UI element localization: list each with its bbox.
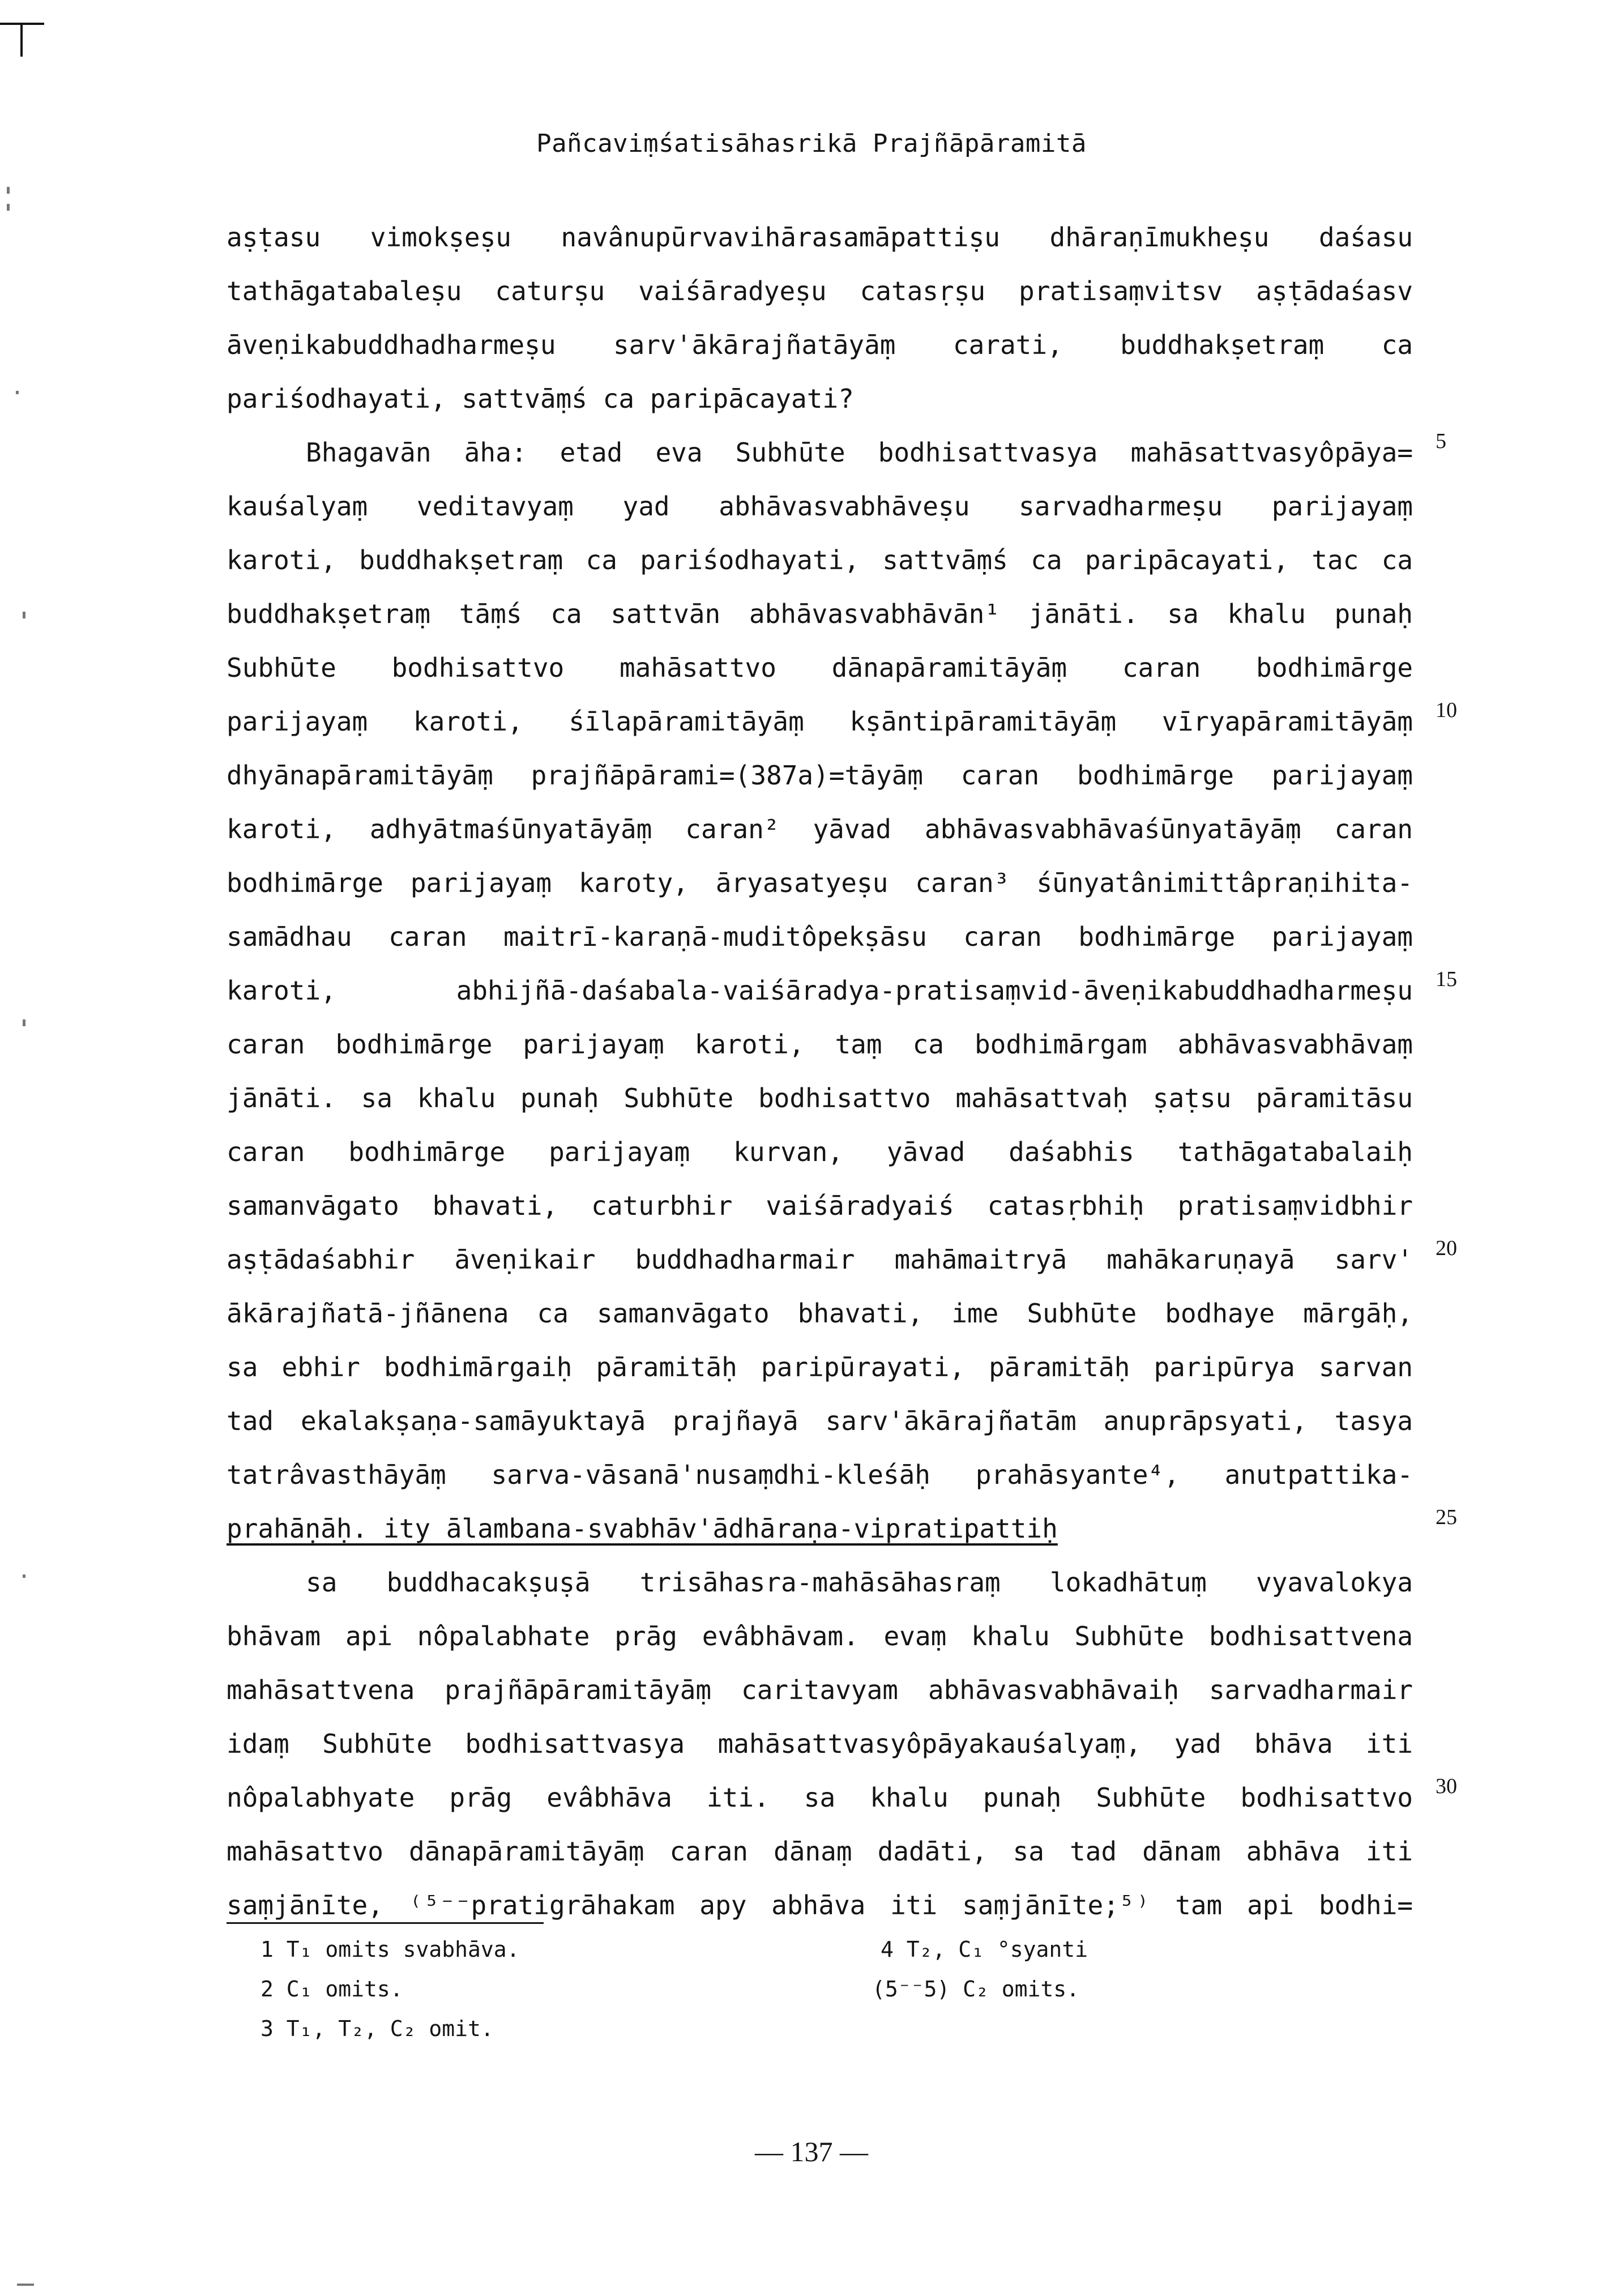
- text-line: mahāsattvena prajñāpāramitāyāṃ caritavyam abhāvasvabhāvaiḥ sarvadharmair: [227, 1675, 1413, 1705]
- margin-speck: [7, 187, 10, 194]
- text-line: karoti, buddhakṣetraṃ ca pariśodhayati, sattvāṃś ca paripācayati, tac ca: [227, 545, 1413, 575]
- line-number-10: 10: [1436, 698, 1457, 722]
- margin-speck: [23, 1019, 25, 1026]
- text-line: idaṃ Subhūte bodhisattvasya mahāsattvasyôpāyakauśalyaṃ, yad bhāva iti: [227, 1729, 1413, 1759]
- footnote-5: (5⁻⁻5) C₂ omits.: [872, 1977, 1080, 2001]
- crop-mark-vertical: [20, 23, 23, 57]
- text-line: āveṇikabuddhadharmeṣu sarv'ākārajñatāyāṃ carati, buddhakṣetraṃ ca: [227, 330, 1413, 360]
- text-line: saṃjānīte, ⁽⁵⁻⁻pratigrāhakam apy abhāva iti saṃjānīte;⁵⁾ tam api bodhi=: [227, 1890, 1413, 1921]
- text-line: caran bodhimārge parijayaṃ karoti, taṃ ca bodhimārgam abhāvasvabhāvaṃ: [227, 1029, 1413, 1060]
- text-line: jānāti. sa khalu punaḥ Subhūte bodhisattvo mahāsattvaḥ ṣaṭsu pāramitāsu: [227, 1083, 1413, 1113]
- text-line: tad ekalakṣaṇa-samāyuktayā prajñayā sarv'ākārajñatām anuprāpsyati, tasya: [227, 1406, 1413, 1436]
- text-line: Bhagavān āha: etad eva Subhūte bodhisattvasya mahāsattvasyôpāya=: [306, 437, 1413, 468]
- text-line: pariśodhayati, sattvāṃś ca paripācayati?: [227, 383, 854, 414]
- margin-speck: [17, 2284, 34, 2286]
- line-number-20: 20: [1436, 1236, 1457, 1260]
- text-line-section-end: [227, 1502, 1413, 1556]
- text-line: tatrâvasthāyāṃ sarva-vāsanā'nusaṃdhi-kleśāḥ prahāsyante⁴, anutpattika-: [227, 1459, 1413, 1490]
- text-line: karoti, adhyātmaśūnyatāyāṃ caran² yāvad abhāvasvabhāvaśūnyatāyāṃ caran: [227, 814, 1413, 844]
- text-line: parijayaṃ karoti, śīlapāramitāyāṃ kṣāntipāramitāyāṃ vīryapāramitāyāṃ: [227, 706, 1413, 737]
- text-line: aṣṭādaśabhir āveṇikair buddhadharmair mahāmaitryā mahākaruṇayā sarv': [227, 1244, 1413, 1275]
- margin-speck: [23, 612, 25, 618]
- line-number-25: 25: [1436, 1505, 1457, 1529]
- text-line: nôpalabhyate prāg evâbhāva iti. sa khalu punaḥ Subhūte bodhisattvo: [227, 1782, 1413, 1813]
- page-number: — 137 —: [755, 2136, 868, 2167]
- footnote-rule: [227, 1922, 544, 1924]
- line-number-15: 15: [1436, 967, 1457, 991]
- text-line: ākārajñatā-jñānena ca samanvāgato bhavati, ime Subhūte bodhaye mārgāḥ,: [227, 1298, 1413, 1329]
- text-line: mahāsattvo dānapāramitāyāṃ caran dānaṃ dadāti, sa tad dānam abhāva iti: [227, 1836, 1413, 1867]
- text-line: caran bodhimārge parijayaṃ kurvan, yāvad daśabhis tathāgatabalaiḥ: [227, 1137, 1413, 1167]
- text-line: bodhimārge parijayaṃ karoty, āryasatyeṣu caran³ śūnyatânimittâpraṇihita-: [227, 868, 1413, 898]
- text-line: karoti, abhijñā-daśabala-vaiśāradya-pratisaṃvid-āveṇikabuddhadharmeṣu: [227, 975, 1413, 1006]
- text-line: tathāgatabaleṣu caturṣu vaiśāradyeṣu catasṛṣu pratisaṃvitsv aṣṭādaśasv: [227, 276, 1413, 306]
- text-line: buddhakṣetraṃ tāṃś ca sattvān abhāvasvabhāvān¹ jānāti. sa khalu punaḥ: [227, 599, 1413, 629]
- line-number-5: 5: [1436, 429, 1446, 453]
- running-header: Pañcaviṃśatisāhasrikā Prajñāpāramitā: [536, 129, 1087, 158]
- text-line: kauśalyaṃ veditavyaṃ yad abhāvasvabhāveṣu sarvadharmeṣu parijayaṃ: [227, 491, 1413, 522]
- line-number-30: 30: [1436, 1774, 1457, 1798]
- body-text: [227, 211, 1413, 1932]
- text-line: sa ebhir bodhimārgaiḥ pāramitāḥ paripūrayati, pāramitāḥ paripūrya sarvan: [227, 1352, 1413, 1382]
- margin-speck: [7, 204, 10, 211]
- text-line: sa buddhacakṣuṣā trisāhasra-mahāsāhasraṃ lokadhātuṃ vyavalokya: [306, 1567, 1413, 1598]
- footnote-3: 3 T₁, T₂, C₂ omit.: [260, 2016, 494, 2041]
- text-line: aṣṭasu vimokṣeṣu navânupūrvavihārasamāpattiṣu dhāraṇīmukheṣu daśasu: [227, 222, 1413, 253]
- footnote-1: 1 T₁ omits svabhāva.: [260, 1937, 520, 1962]
- text-line: bhāvam api nôpalabhate prāg evâbhāvam. evaṃ khalu Subhūte bodhisattvena: [227, 1621, 1413, 1651]
- text-line: Subhūte bodhisattvo mahāsattvo dānapāramitāyāṃ caran bodhimārge: [227, 652, 1413, 683]
- section-title: prahāṇāḥ. ity ālambana-svabhāv'ādhāraṇa-vipratipattiḥ: [227, 1513, 1058, 1544]
- footnote-2: 2 C₁ omits.: [260, 1977, 403, 2001]
- text-line: samanvāgato bhavati, caturbhir vaiśāradyaiś catasṛbhiḥ pratisaṃvidbhir: [227, 1190, 1413, 1221]
- text-line: samādhau caran maitrī-karaṇā-muditôpekṣāsu caran bodhimārge parijayaṃ: [227, 921, 1413, 952]
- text-line: dhyānapāramitāyāṃ prajñāpārami=(387a)=tāyāṃ caran bodhimārge parijayaṃ: [227, 760, 1413, 791]
- footnote-4: 4 T₂, C₁ °syanti: [881, 1937, 1088, 1962]
- margin-speck: [16, 391, 19, 394]
- margin-speck: [23, 1574, 25, 1578]
